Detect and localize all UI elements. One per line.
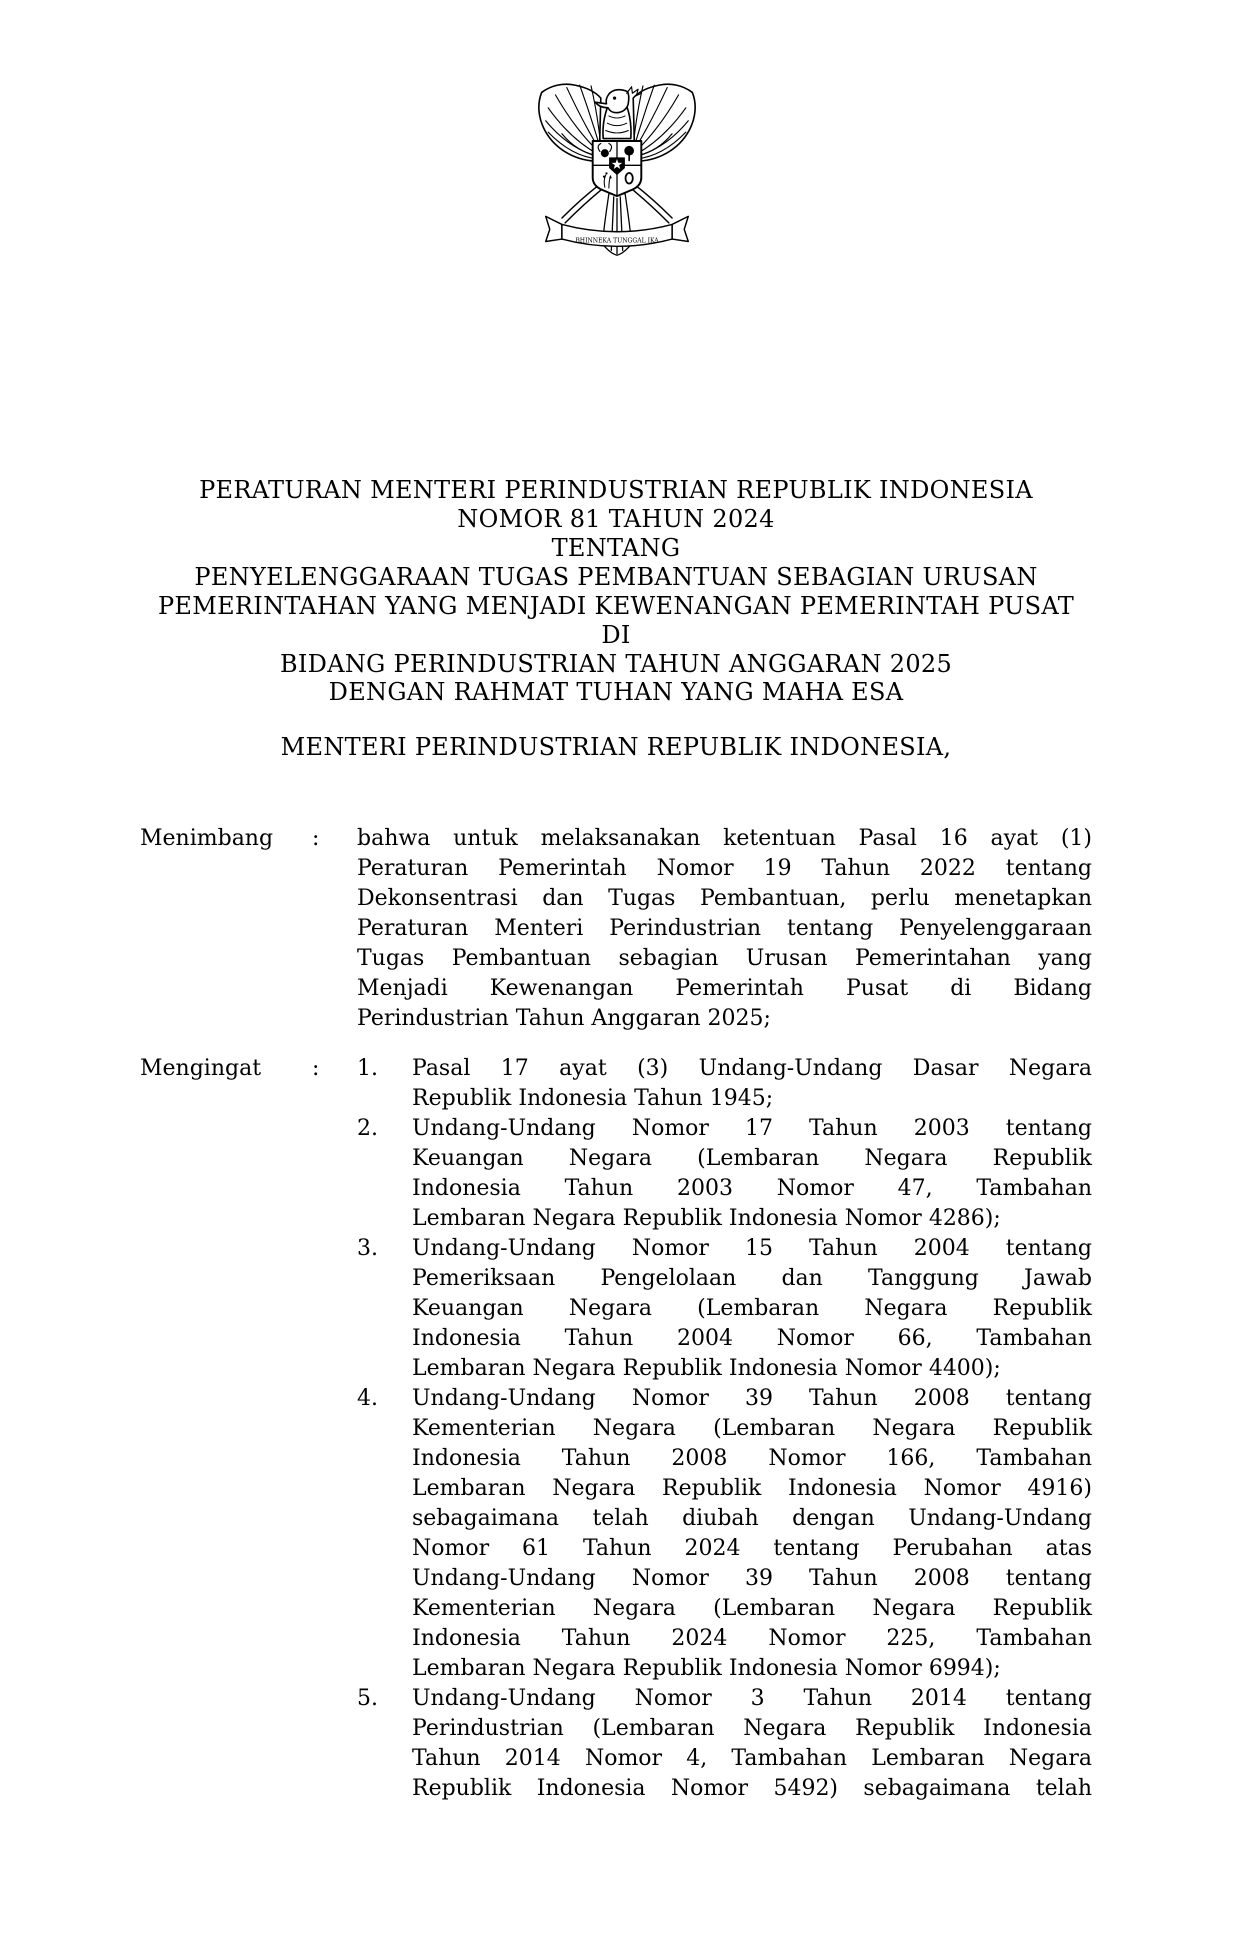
list-item-text xyxy=(412,1114,1092,1234)
menimbang-line: Tugas Pembantuan sebagian Urusan Pemerintahan yang xyxy=(357,946,1092,971)
list-item-line: Lembaran Negara Republik Indonesia Nomor 4286); xyxy=(412,1206,1001,1231)
menimbang-line: Dekonsentrasi dan Tugas Pembantuan, perlu menetapkan xyxy=(357,886,1092,911)
list-item-line: Keuangan Negara (Lembaran Negara Republik xyxy=(412,1296,1092,1321)
invocation-line: DENGAN RAHMAT TUHAN YANG MAHA ESA xyxy=(328,678,904,706)
list-item-line: Republik Indonesia Nomor 5492) sebagaimana telah xyxy=(412,1776,1092,1801)
list-item-text xyxy=(412,1384,1092,1684)
list-item-line: Indonesia Tahun 2008 Nomor 166, Tambahan xyxy=(412,1446,1092,1471)
list-item-number: 4. xyxy=(357,1386,378,1411)
menimbang-line: Peraturan Menteri Perindustrian tentang Penyelenggaraan xyxy=(357,916,1092,941)
legal-basis-item xyxy=(357,1234,1092,1384)
list-item-line: Lembaran Negara Republik Indonesia Nomor 6994); xyxy=(412,1656,1001,1681)
list-item-line: Kementerian Negara (Lembaran Negara Republik xyxy=(412,1416,1092,1441)
list-item-line: Keuangan Negara (Lembaran Negara Republik xyxy=(412,1146,1092,1171)
mengingat-items xyxy=(357,1054,1092,1804)
list-item-number: 1. xyxy=(357,1056,378,1081)
list-item-line: Undang-Undang Nomor 39 Tahun 2008 tentang xyxy=(412,1566,1092,1591)
regulation-title-line: BIDANG PERINDUSTRIAN TAHUN ANGGARAN 2025 xyxy=(279,650,953,678)
legal-basis-item xyxy=(357,1054,1092,1114)
list-item-number: 2. xyxy=(357,1116,378,1141)
menimbang-line: Peraturan Pemerintah Nomor 19 Tahun 2022 tentang xyxy=(357,856,1092,881)
list-item-line: Lembaran Negara Republik Indonesia Nomor 4916) xyxy=(412,1476,1092,1501)
menimbang-text xyxy=(357,824,1092,1034)
mengingat-label: Mengingat xyxy=(140,1056,262,1081)
list-item-line: Indonesia Tahun 2003 Nomor 47, Tambahan xyxy=(412,1176,1092,1201)
menimbang-clause xyxy=(140,824,1092,1034)
list-item-line: Nomor 61 Tahun 2024 tentang Perubahan atas xyxy=(412,1536,1092,1561)
regulation-title-line: PERATURAN MENTERI PERINDUSTRIAN REPUBLIK INDONESIA xyxy=(199,476,1033,504)
list-item-line: Kementerian Negara (Lembaran Negara Republik xyxy=(412,1596,1092,1621)
menimbang-line: bahwa untuk melaksanakan ketentuan Pasal 16 ayat (1) xyxy=(357,826,1092,851)
mengingat-clause xyxy=(140,1054,1092,1804)
list-item-line: Indonesia Tahun 2024 Nomor 225, Tambahan xyxy=(412,1626,1092,1651)
mengingat-colon: : xyxy=(312,1056,320,1081)
regulation-title-line: TENTANG xyxy=(551,534,681,562)
list-item-line: Lembaran Negara Republik Indonesia Nomor 4400); xyxy=(412,1356,1001,1381)
list-item-line: Undang-Undang Nomor 3 Tahun 2014 tentang xyxy=(412,1686,1092,1711)
regulation-title-line: PEMERINTAHAN YANG MENJADI KEWENANGAN PEMERINTAH PUSAT DI xyxy=(157,592,1075,649)
menimbang-line: Perindustrian Tahun Anggaran 2025; xyxy=(357,1006,771,1031)
list-item-line: Republik Indonesia Tahun 1945; xyxy=(412,1086,774,1111)
list-item-line: Indonesia Tahun 2004 Nomor 66, Tambahan xyxy=(412,1326,1092,1351)
issuer-line: MENTERI PERINDUSTRIAN REPUBLIK INDONESIA, xyxy=(280,733,952,761)
menimbang-line: Menjadi Kewenangan Pemerintah Pusat di Bidang xyxy=(357,976,1092,1001)
garuda-pancasila-icon xyxy=(536,80,698,262)
legal-basis-item xyxy=(357,1684,1092,1804)
list-item-line: Undang-Undang Nomor 17 Tahun 2003 tentang xyxy=(412,1116,1092,1141)
list-item-number: 3. xyxy=(357,1236,378,1261)
list-item-text xyxy=(412,1684,1092,1804)
title-block xyxy=(140,476,1092,679)
list-item-line: Pemeriksaan Pengelolaan dan Tanggung Jawab xyxy=(412,1266,1092,1291)
list-item-line: Tahun 2014 Nomor 4, Tambahan Lembaran Negara xyxy=(412,1746,1092,1771)
list-item-line: Undang-Undang Nomor 39 Tahun 2008 tentang xyxy=(412,1386,1092,1411)
legal-basis-item xyxy=(357,1384,1092,1684)
menimbang-label: Menimbang xyxy=(140,826,274,851)
list-item-text xyxy=(412,1054,1092,1114)
menimbang-colon: : xyxy=(312,826,320,851)
list-item-line: Pasal 17 ayat (3) Undang-Undang Dasar Negara xyxy=(412,1056,1092,1081)
list-item-text xyxy=(412,1234,1092,1384)
list-item-number: 5. xyxy=(357,1686,378,1711)
list-item-line: sebagaimana telah diubah dengan Undang-Undang xyxy=(412,1506,1092,1531)
emblem-motto: BHINNEKA TUNGGAL IKA xyxy=(575,237,659,245)
regulation-title-line: NOMOR 81 TAHUN 2024 xyxy=(457,505,775,533)
list-item-line: Undang-Undang Nomor 15 Tahun 2004 tentang xyxy=(412,1236,1092,1261)
legal-basis-item xyxy=(357,1114,1092,1234)
garuda-pancasila-emblem xyxy=(536,80,698,262)
regulation-title-line: PENYELENGGARAAN TUGAS PEMBANTUAN SEBAGIAN URUSAN xyxy=(194,563,1038,591)
list-item-line: Perindustrian (Lembaran Negara Republik Indonesia xyxy=(412,1716,1092,1741)
